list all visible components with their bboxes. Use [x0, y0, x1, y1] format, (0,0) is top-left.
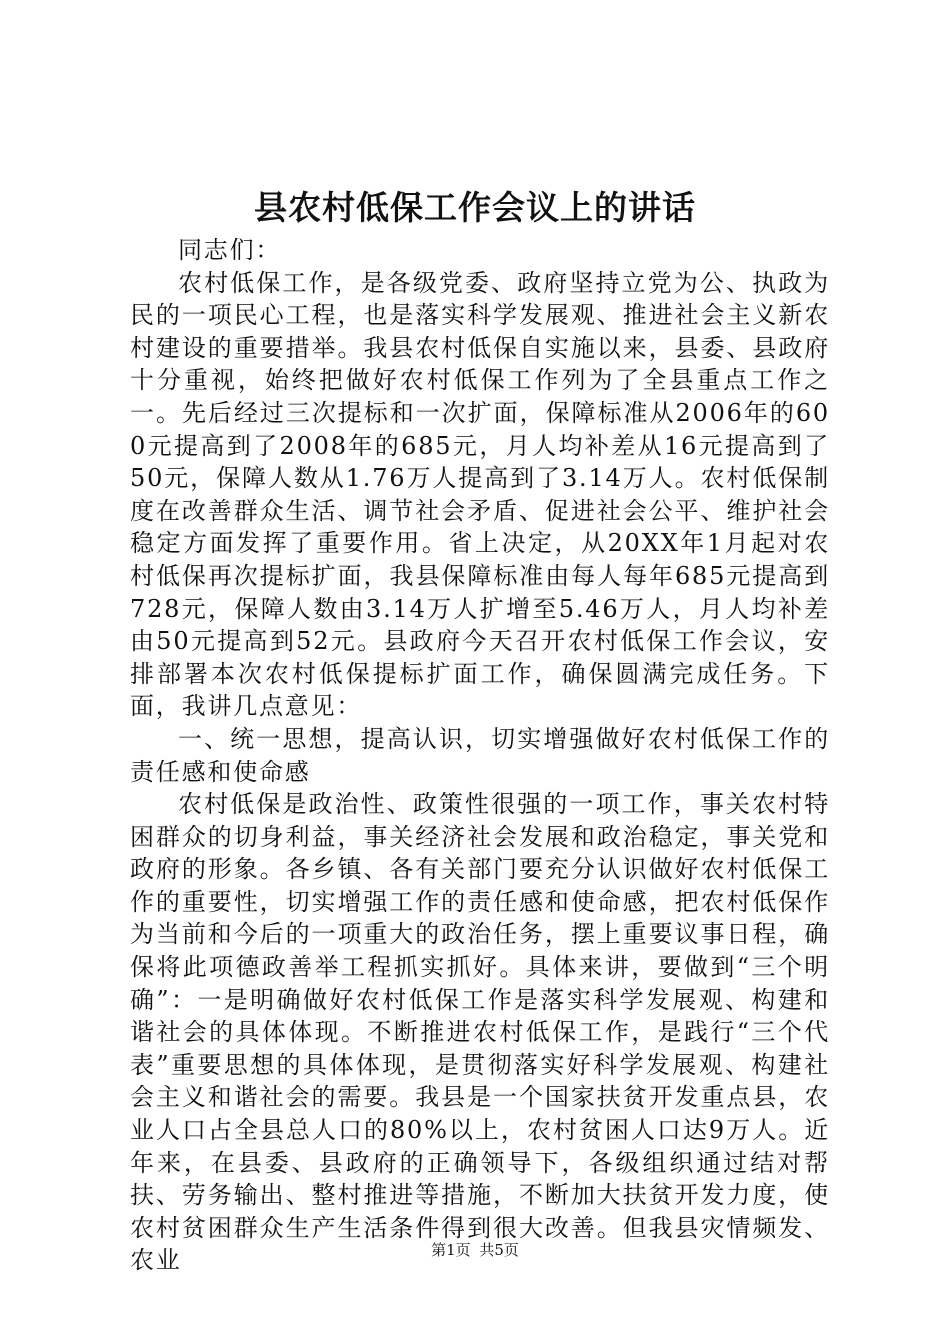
- document-body: [130, 234, 830, 1277]
- intro-paragraph: 农村低保工作，是各级党委、政府坚持立党为公、执政为民的一项民心工程，也是落实科学发展观、推进社会主义新农村建设的重要措举。我县农村低保自实施以来，县委、县政府十分重视，始终把做好农村低保工作列为了全县重点工作之一。先后经过三次提标和一次扩面，保障标准从2006年的600元提高到了2008年的685元，月人均补差从16元提高到了50元，保障人数从1.76万人提高到了3.14万人。农村低保制度在改善群众生活、调节社会矛盾、促进社会公平、维护社会稳定方面发挥了重要作用。省上决定，从20XX年1月起对农村低保再次提标扩面，我县保障标准由每人每年685元提高到728元，保障人数由3.14万人扩增至5.46万人，月人均补差由50元提高到52元。县政府今天召开农村低保工作会议，安排部署本次农村低保提标扩面工作，确保圆满完成任务。下面，我讲几点意见：: [130, 268, 830, 721]
- page-total: 共5页: [479, 1241, 519, 1259]
- section-heading-1: 一、统一思想，提高认识，切实增强做好农村低保工作的责任感和使命感: [130, 724, 830, 786]
- page-footer: [0, 1240, 950, 1260]
- page-number: 第1页: [431, 1241, 471, 1259]
- section-1-paragraph: 农村低保是政治性、政策性很强的一项工作，事关农村特困群众的切身利益，事关经济社会发展和政治稳定，事关党和政府的形象。各乡镇、各有关部门要充分认识做好农村低保工作的重要性，切实增强工作的责任感和使命感，把农村低保作为当前和今后的一项重大的政治任务，摆上重要议事日程，确保将此项德政善举工程抓实抓好。具体来讲，要做到“三个明确”：一是明确做好农村低保工作是落实科学发展观、构建和谐社会的具体体现。不断推进农村低保工作，是践行“三个代表”重要思想的具体体现，是贯彻落实好科学发展观、构建社会主义和谐社会的需要。我县是一个国家扶贫开发重点县，农业人口占全县总人口的80%以上，农村贫困人口达9万人。近年来，在县委、县政府的正确领导下，各级组织通过结对帮扶、劳务输出、整村推进等措施，不断加大扶贫开发力度，使农村贫困群众生产生活条件得到很大改善。但我县灾情频发、农业: [130, 790, 830, 1275]
- salutation-paragraph: 同志们：: [178, 236, 282, 264]
- document-title: 县农村低保工作会议上的讲话: [254, 188, 696, 227]
